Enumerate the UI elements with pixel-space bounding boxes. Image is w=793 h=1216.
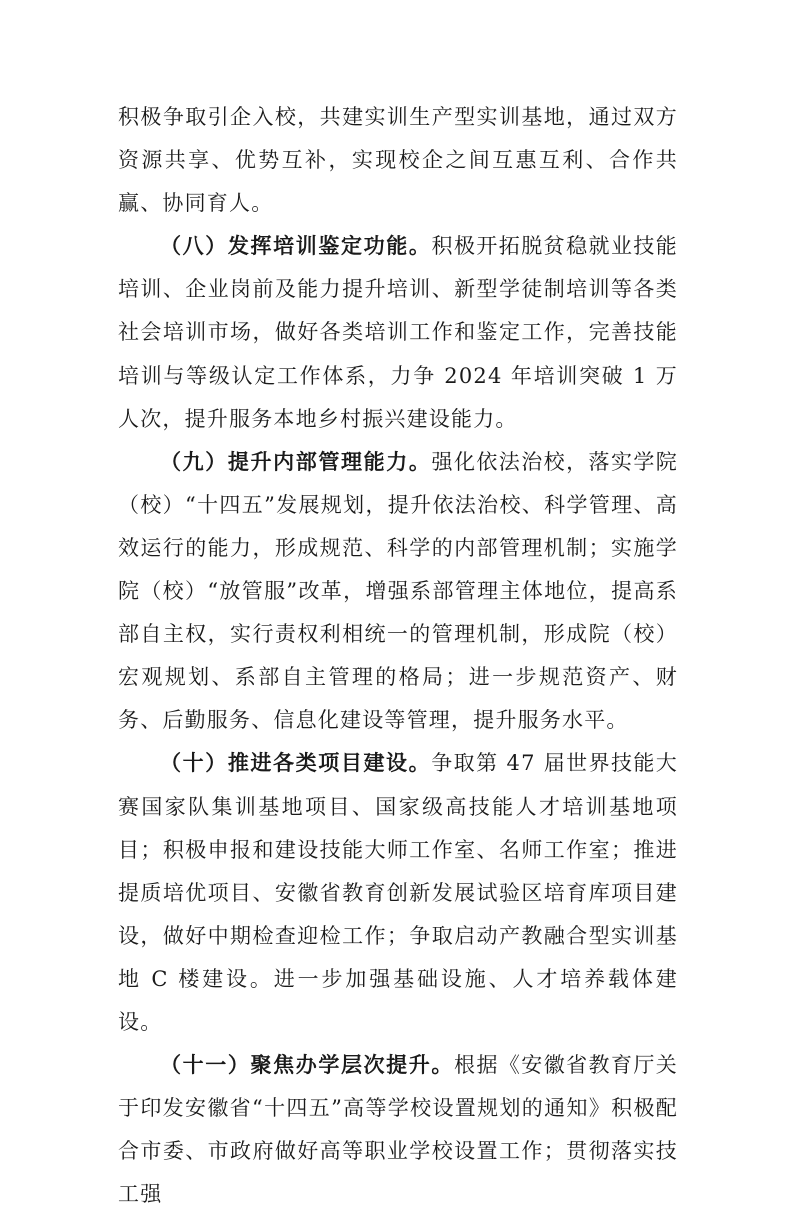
paragraph-section-8	[118, 225, 678, 440]
section-heading: （十一）聚焦办学层次提升。	[160, 1053, 455, 1078]
document-body	[118, 96, 678, 1216]
section-heading: （八）发挥培训鉴定功能。	[160, 234, 432, 259]
paragraph-body: 积极争取引企入校，共建实训生产型实训基地，通过双方资源共享、优势互补，实现校企之间互惠互利、合作共赢、协同育人。	[118, 105, 678, 216]
paragraph-body: 根据《安徽省教育厅关于印发安徽省“十四五”高等学校设置规划的通知》积极配合市委、市政府做好高等职业学校设置工作；贯彻落实技工强	[118, 1053, 679, 1207]
paragraph-section-11	[118, 1044, 678, 1216]
paragraph-body: 积极开拓脱贫稳就业技能培训、企业岗前及能力提升培训、新型学徒制培训等各类社会培训市场，做好各类培训工作和鉴定工作，完善技能培训与等级认定工作体系，力争 2024 年培训突破 1 万人次，提升服务本地乡村振兴建设能力。	[118, 234, 678, 431]
paragraph-section-9	[118, 441, 678, 743]
section-heading: （十）推进各类项目建设。	[160, 751, 432, 776]
section-heading: （九）提升内部管理能力。	[160, 449, 432, 474]
paragraph-section-10	[118, 742, 678, 1044]
paragraph-body: 强化依法治校，落实学院（校）“十四五”发展规划，提升依法治校、科学管理、高效运行的能力，形成规范、科学的内部管理机制；实施学院（校）“放管服”改革，增强系部管理主体地位，提高系部自主权，实行责权利相统一的管理机制，形成院（校）宏观规划、系部自主管理的格局；进一步规范资产、财务、后勤服务、信息化建设等管理，提升服务水平。	[118, 449, 678, 733]
paragraph-body: 争取第 47 届世界技能大赛国家队集训基地项目、国家级高技能人才培训基地项目；积极申报和建设技能大师工作室、名师工作室；推进提质培优项目、安徽省教育创新发展试验区培育库项目建设，做好中期检查迎检工作；争取启动产教融合型实训基地 C 楼建设。进一步加强基础设施、人才培养载体建设。	[118, 751, 678, 1034]
paragraph-continuation	[118, 96, 678, 225]
